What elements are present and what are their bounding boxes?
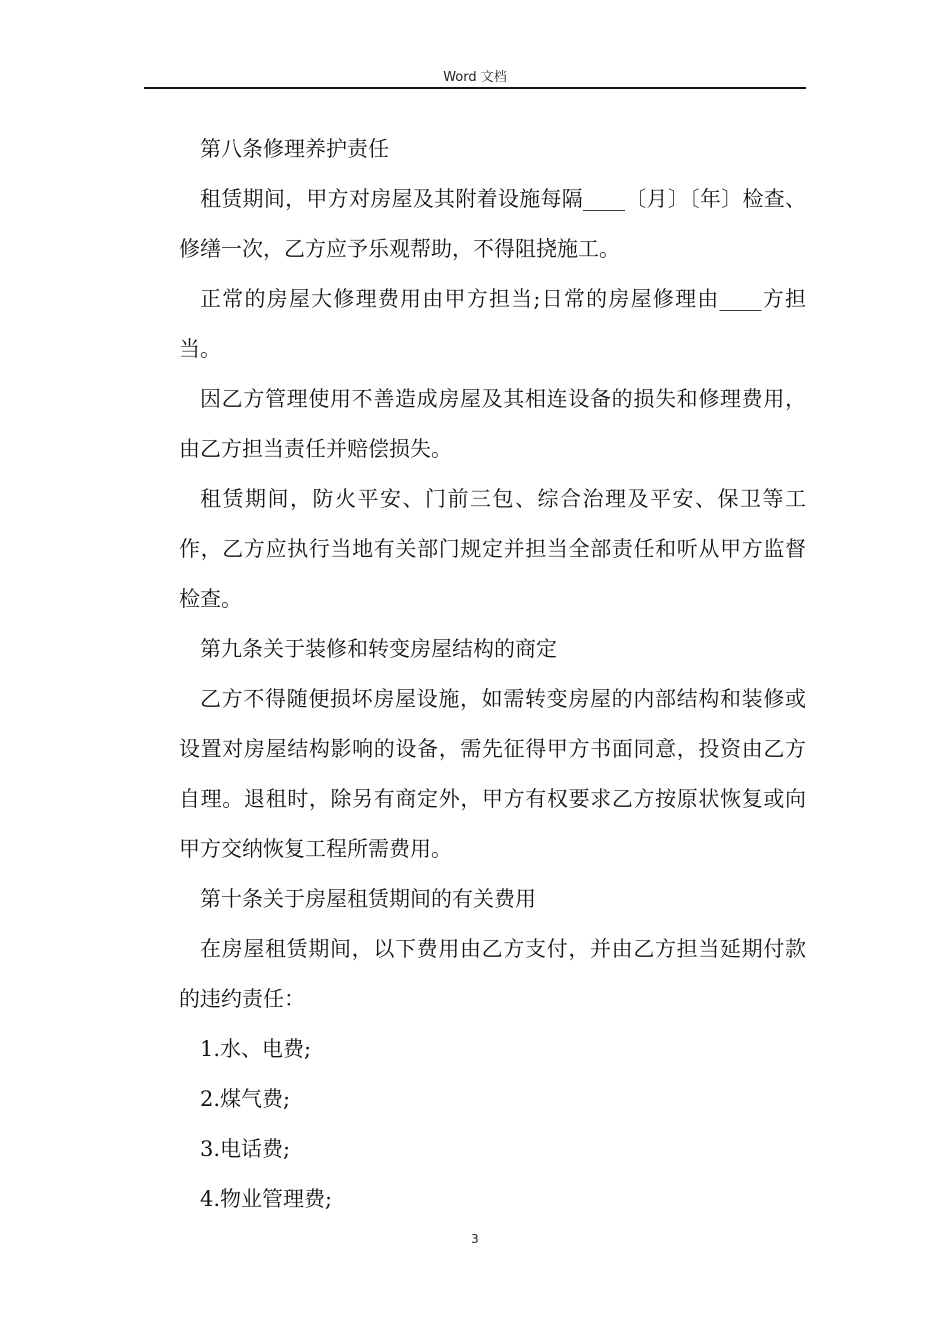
header-divider — [144, 87, 806, 89]
paragraph-inspection: 租赁期间，甲方对房屋及其附着设施每隔____〔月〕〔年〕检查、修缮一次，乙方应予乐观帮助，不得阻挠施工。 — [179, 187, 806, 261]
list-item: 1.水、电费; — [200, 1037, 312, 1061]
paragraph-fire-safety: 租赁期间，防火平安、门前三包、综合治理及平安、保卫等工作，乙方应执行当地有关部门规定并担当全部责任和听从甲方监督检查。 — [179, 487, 806, 611]
paragraph-repair-costs: 正常的房屋大修理费用由甲方担当;日常的房屋修理由____方担当。 — [179, 287, 806, 361]
list-item: 3.电话费; — [200, 1137, 291, 1161]
page-header: Word 文档 — [443, 70, 507, 85]
paragraph-damage-liability: 因乙方管理使用不善造成房屋及其相连设备的损失和修理费用，由乙方担当责任并赔偿损失。 — [179, 387, 806, 461]
list-item: 2.煤气费; — [200, 1087, 291, 1111]
paragraph-fees-intro: 在房屋租赁期间，以下费用由乙方支付，并由乙方担当延期付款的违约责任： — [179, 937, 806, 1011]
article-10-heading: 第十条关于房屋租赁期间的有关费用 — [200, 887, 536, 911]
list-item: 4.物业管理费; — [200, 1187, 333, 1211]
article-9-heading: 第九条关于装修和转变房屋结构的商定 — [200, 637, 557, 661]
document-body — [179, 124, 806, 1224]
article-8-heading: 第八条修理养护责任 — [200, 137, 389, 161]
page-number: 3 — [471, 1232, 479, 1246]
paragraph-renovation: 乙方不得随便损坏房屋设施，如需转变房屋的内部结构和装修或设置对房屋结构影响的设备，需先征得甲方书面同意，投资由乙方自理。退租时，除另有商定外，甲方有权要求乙方按原状恢复或向甲方交纳恢复工程所需费用。 — [179, 687, 806, 861]
